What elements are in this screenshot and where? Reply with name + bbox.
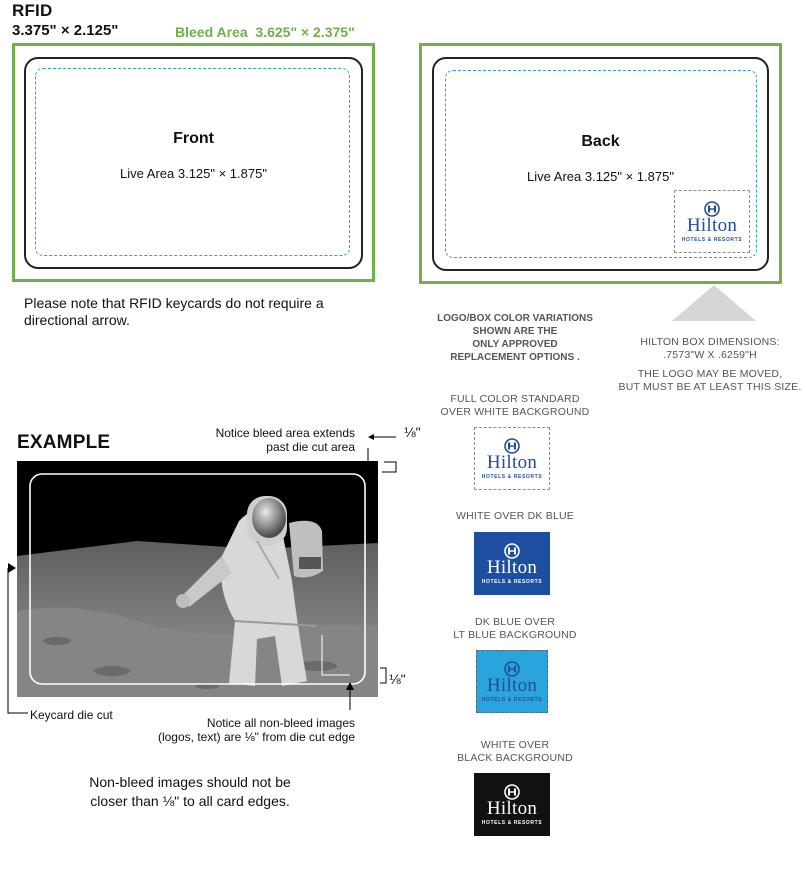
logo-subtitle: HOTELS & RESORTS xyxy=(481,578,543,585)
box-dimensions-title: HILTON BOX DIMENSIONS: xyxy=(640,336,780,348)
summary-note xyxy=(60,773,320,811)
variation-caption-line: FULL COLOR STANDARD xyxy=(450,393,580,405)
logo-subtitle: HOTELS & RESORTS xyxy=(481,473,543,480)
die-cut-label: Keycard die cut xyxy=(30,708,113,722)
card-size-label: 3.375" × 2.125" xyxy=(12,22,119,39)
summary-line: closer than ⅛" to all card edges. xyxy=(90,793,290,809)
variation-caption-2 xyxy=(420,510,610,523)
example-callout-lines xyxy=(0,420,420,750)
variation-caption-line: WHITE OVER xyxy=(480,739,550,751)
back-live-area-label: Live Area 3.125" × 1.875" xyxy=(527,169,674,184)
logo-wordmark: Hilton xyxy=(486,556,538,578)
variation-caption-4 xyxy=(420,739,610,765)
variation-caption-line: DK BLUE OVER xyxy=(474,616,555,628)
box-dimensions-note xyxy=(615,336,805,394)
logo-wordmark: Hilton xyxy=(686,214,738,236)
eighth-inch-top: ⅛" xyxy=(404,424,421,440)
bleed-area-heading xyxy=(175,24,355,40)
logo-subtitle: HOTELS & RESORTS xyxy=(481,819,543,826)
bleed-area-label: Bleed Area xyxy=(175,24,248,40)
logo-subtitle: HOTELS & RESORTS xyxy=(681,236,743,243)
box-dimensions-note-2: BUT MUST BE AT LEAST THIS SIZE. xyxy=(618,381,802,393)
box-dimensions-size: .7573"W X .6259"H xyxy=(663,349,757,361)
front-live-area xyxy=(35,68,350,256)
rfid-note: Please note that RFID keycards do not require a directional arrow. xyxy=(24,295,324,328)
logo-subtitle: HOTELS & RESORTS xyxy=(481,696,543,703)
variations-note-line: REPLACEMENT OPTIONS . xyxy=(450,352,580,363)
variation-caption-1 xyxy=(420,393,610,419)
back-hilton-logo-box xyxy=(674,190,750,253)
front-title: Front xyxy=(173,130,214,147)
variations-note-line: ONLY APPROVED xyxy=(472,339,558,350)
summary-line: Non-bleed images should not be xyxy=(89,774,291,790)
bleed-area-size: 3.625" × 2.375" xyxy=(255,24,355,40)
variation-caption-line: WHITE OVER DK BLUE xyxy=(456,510,574,522)
variation-logo-dk-blue-lt-blue xyxy=(476,650,548,713)
variation-logo-white-black xyxy=(474,773,550,836)
front-live-area-label: Live Area 3.125" × 1.875" xyxy=(120,166,267,181)
logo-wordmark: Hilton xyxy=(486,451,538,473)
pointer-triangle-icon xyxy=(672,285,756,321)
nonbleed-note-line: Notice all non-bleed images xyxy=(206,716,355,730)
back-title: Back xyxy=(581,133,620,150)
variation-caption-line: LT BLUE BACKGROUND xyxy=(453,629,577,641)
logo-variations-note xyxy=(425,312,605,364)
variation-caption-line: OVER WHITE BACKGROUND xyxy=(440,406,590,418)
box-dimensions-note-1: THE LOGO MAY BE MOVED, xyxy=(637,368,783,380)
variation-caption-line: BLACK BACKGROUND xyxy=(457,752,573,764)
rfid-title: RFID xyxy=(12,1,53,20)
nonbleed-note-line: (logos, text) are ⅛" from die cut edge xyxy=(157,730,355,744)
variation-caption-3 xyxy=(420,616,610,642)
variation-logo-white-dk-blue xyxy=(474,532,550,595)
eighth-inch-right: ⅛" xyxy=(389,671,406,687)
example-title: EXAMPLE xyxy=(17,432,111,453)
bleed-note-line: past die cut area xyxy=(266,440,355,454)
nonbleed-note xyxy=(150,716,355,744)
logo-wordmark: Hilton xyxy=(486,797,538,819)
logo-wordmark: Hilton xyxy=(486,674,538,696)
variations-note-line: LOGO/BOX COLOR VARIATIONS xyxy=(437,313,593,324)
bleed-note-line: Notice bleed area extends xyxy=(215,426,355,440)
variations-note-line: SHOWN ARE THE xyxy=(472,326,558,337)
variation-logo-full-color xyxy=(474,427,550,490)
